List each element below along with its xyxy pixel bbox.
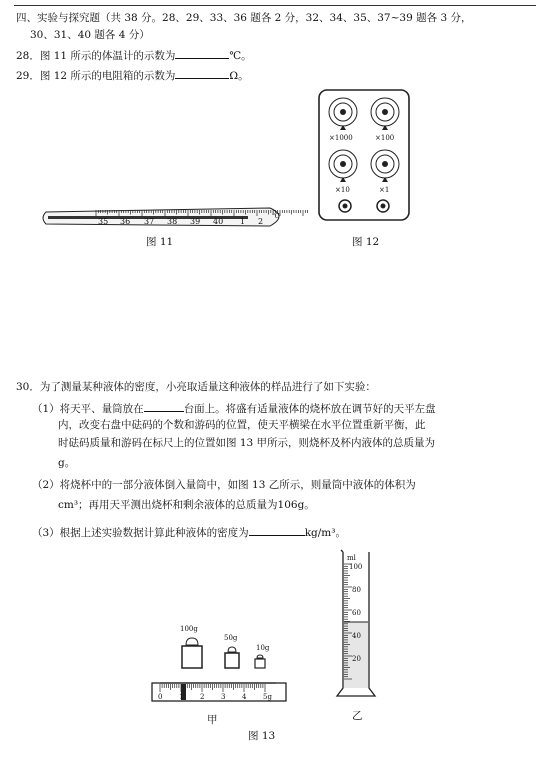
q30-part1-text-a: （1）将天平、量筒放在: [32, 403, 144, 415]
weight-100g: [182, 638, 202, 668]
cylinder-label-60: 60: [352, 609, 361, 617]
question-29: [16, 67, 249, 83]
terminal-left: [339, 200, 351, 212]
thermo-label-36: 36: [120, 217, 131, 226]
question-30-part1-line2: 内，改变右盘中砝码的个数和游码的位置，使天平横梁在水平位置重新平衡，此: [58, 419, 426, 431]
cylinder-label-80: 80: [352, 586, 361, 594]
figure-13-weights: [168, 622, 318, 682]
section-header-line1: 四、实验与探究题（共 38 分。28、29、33、36 题各 2 分，32、34、35、37~39 题各 3 分，: [16, 12, 472, 24]
weight-label-100g: 100g: [180, 625, 198, 633]
dial-label-x10: ×10: [335, 186, 350, 194]
weight-10g: [255, 655, 265, 668]
scale-label-5g: 5g: [263, 693, 272, 701]
question-29-unit: Ω。: [229, 70, 249, 82]
figure-12-resistance-box: [317, 88, 411, 222]
question-30-part1-line3: 时砝码质量和游码在标尺上的位置如图 13 甲所示，则烧杯及杯内液体的总质量为: [58, 437, 436, 449]
answer-blank-30-table[interactable]: [144, 400, 184, 412]
question-28-text: 28．图 11 所示的体温计的示数为: [16, 50, 176, 62]
dial-label-x1: ×1: [379, 186, 390, 194]
cylinder-label-40: 40: [352, 632, 361, 640]
scale-label-2: 2: [200, 693, 205, 701]
top-rule: [14, 5, 536, 6]
question-30-intro: 30．为了测量某种液体的密度，小亮取适量这种液体的样品进行了如下实验：: [16, 381, 376, 393]
figure-11-caption: 图 11: [146, 236, 174, 248]
question-30-part3: [32, 524, 346, 540]
dial-label-x100: ×100: [375, 134, 395, 142]
weight-label-50g: 50g: [224, 634, 238, 642]
scale-label-1: 1: [179, 693, 184, 701]
thermo-label-38: 38: [167, 217, 178, 226]
thermo-label-40: 40: [213, 217, 224, 226]
question-28-unit: ℃。: [229, 50, 252, 62]
q30-part3-text: （3）根据上述实验数据计算此种液体的密度为: [32, 527, 249, 539]
figure-13-balance-scale: [150, 679, 290, 711]
answer-blank-30-density[interactable]: [249, 524, 305, 536]
scale-label-3: 3: [221, 693, 226, 701]
weight-label-10g: 10g: [256, 644, 270, 652]
cylinder-label-100: 100: [349, 563, 363, 571]
section-header-line2: 30、31、40 题各 4 分）: [30, 29, 150, 41]
q30-part3-unit: kg/m³。: [304, 527, 346, 539]
figure-13-label-yi: 乙: [352, 710, 363, 722]
cylinder-label-20: 20: [352, 655, 361, 663]
figure-13-caption: 图 13: [248, 730, 276, 742]
question-30-part2-line1: （2）将烧杯中的一部分液体倒入量筒中，如图 13 乙所示，则量筒中液体的体积为: [32, 479, 416, 491]
question-30-part2-line2: cm³；再用天平测出烧杯和剩余液体的总质量为106g。: [58, 499, 315, 511]
thermo-label-39: 39: [190, 217, 201, 226]
thermo-label-2: 2: [258, 217, 264, 226]
scale-label-4: 4: [242, 693, 247, 701]
scale-label-0: 0: [158, 693, 163, 701]
terminal-right: [377, 200, 389, 212]
weight-50g: [225, 647, 239, 668]
thermo-label-37: 37: [144, 217, 155, 226]
question-30-part1-line1: [32, 400, 436, 416]
cylinder-label-ml: ml: [347, 554, 356, 562]
dial-label-x1000: ×1000: [329, 134, 353, 142]
question-30-part1-line4: g。: [58, 457, 76, 469]
thermo-unit-mark: ℃: [272, 212, 280, 220]
figure-13-label-jia: 甲: [207, 714, 218, 726]
q30-part1-text-b: 台面上。将盛有适量液体的烧杯放在调节好的天平左盘: [183, 403, 436, 415]
answer-blank-29[interactable]: [175, 67, 229, 79]
question-29-text: 29．图 12 所示的电阻箱的示数为: [16, 70, 176, 82]
thermo-label-35: 35: [98, 217, 109, 226]
answer-blank-28[interactable]: [175, 47, 229, 59]
question-28: [16, 47, 252, 63]
figure-13-graduated-cylinder: [335, 550, 395, 702]
figure-12-caption: 图 12: [352, 236, 380, 248]
thermo-label-1: 1: [240, 217, 246, 226]
